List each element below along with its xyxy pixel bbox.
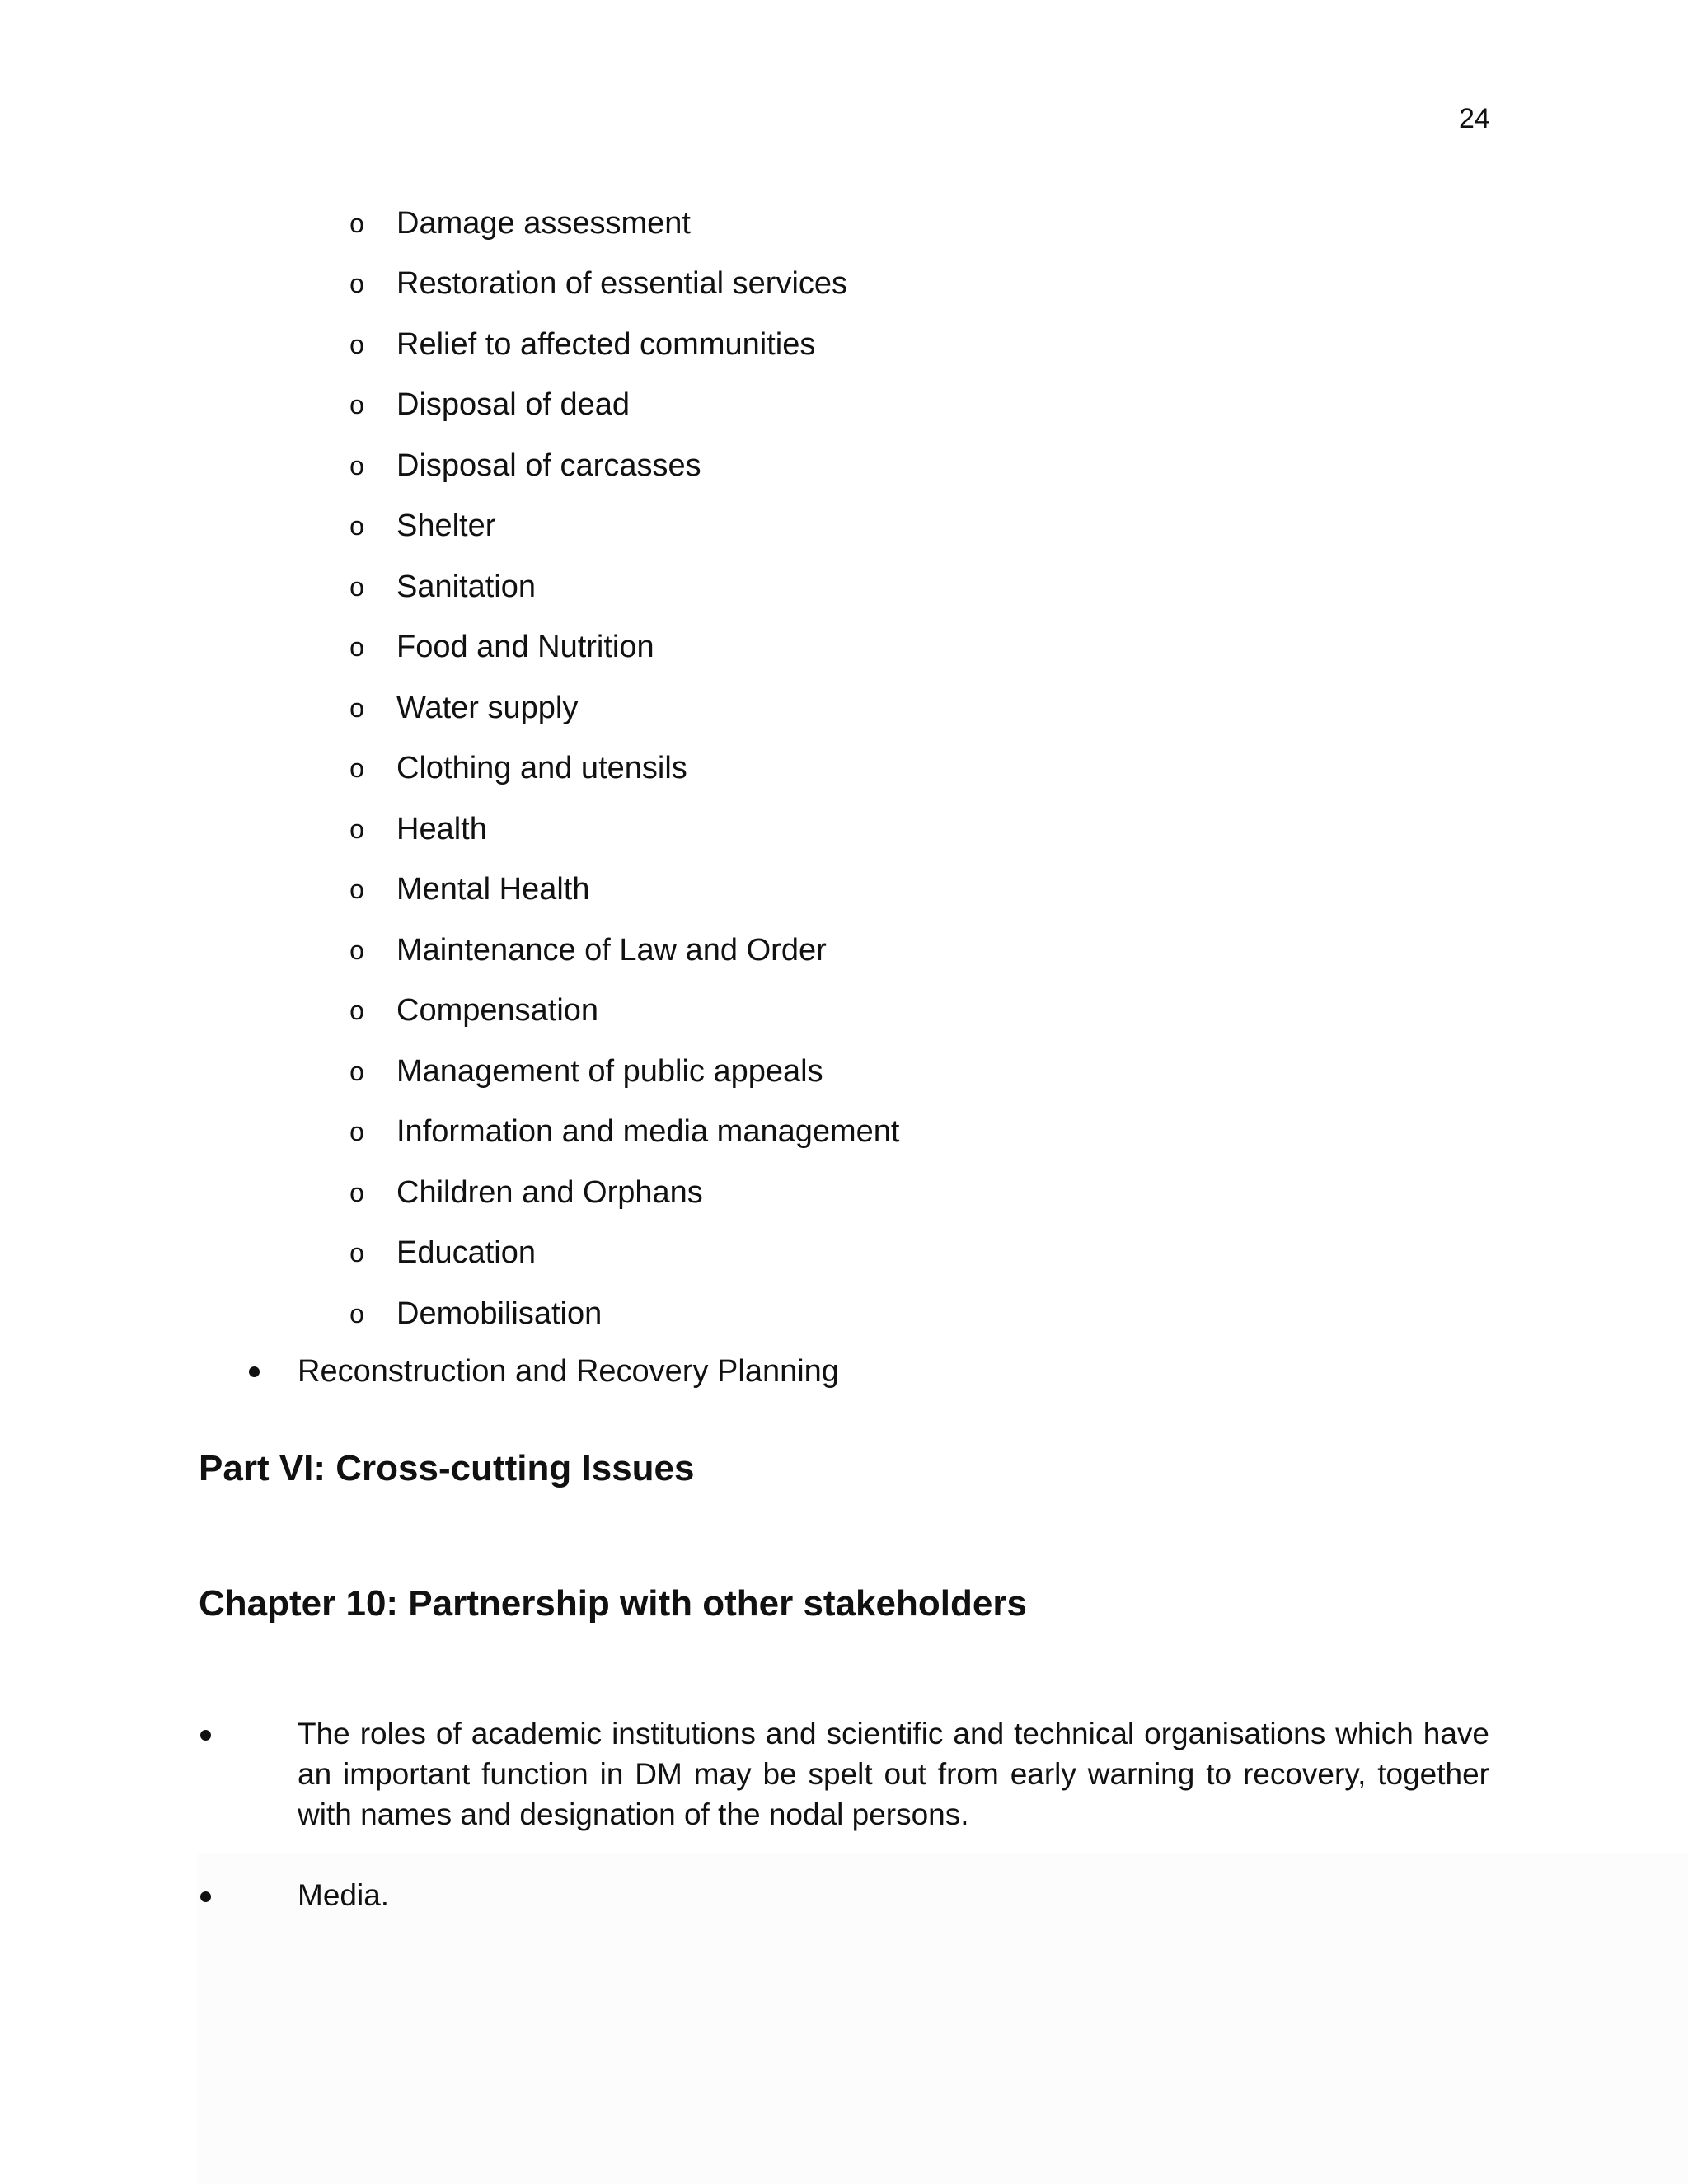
list-item-text: Mental Health (396, 872, 590, 907)
list-item-text: Management of public appeals (396, 1053, 823, 1089)
bullet-icon (249, 1366, 260, 1377)
chapter-heading: Chapter 10: Partnership with other stakeholders (199, 1583, 1027, 1624)
hollow-bullet-icon: o (349, 813, 364, 844)
paragraph-text: The roles of academic institutions and scientific and technical organisations which have an important function in DM may be spelt out from early warning to recovery, together with names and designation of the nodal persons. (298, 1717, 1489, 1831)
hollow-bullet-icon: o (349, 269, 364, 299)
list-item-text: Clothing and utensils (396, 751, 687, 786)
hollow-bullet-icon: o (349, 511, 364, 541)
list-item-text: Information and media management (396, 1114, 900, 1150)
list-item-text: Demobilisation (396, 1296, 603, 1331)
hollow-bullet-icon: o (349, 632, 364, 663)
list-item-text: Disposal of carcasses (396, 448, 701, 483)
hollow-bullet-icon: o (349, 996, 364, 1026)
page-number: 24 (1459, 103, 1490, 134)
list-item-text: Relief to affected communities (396, 326, 816, 362)
hollow-bullet-icon: o (349, 450, 364, 480)
hollow-bullet-icon: o (349, 753, 364, 784)
hollow-bullet-icon: o (349, 208, 364, 238)
hollow-bullet-icon: o (349, 1056, 364, 1086)
hollow-bullet-icon: o (349, 390, 364, 420)
hollow-bullet-icon: o (349, 571, 364, 602)
list-item-text: Education (396, 1235, 537, 1271)
hollow-bullet-icon: o (349, 874, 364, 905)
list-item-text: Water supply (396, 690, 579, 725)
list-item-text: Disposal of dead (396, 387, 631, 423)
list-item-text: Shelter (396, 509, 496, 544)
bullet-icon (200, 1891, 211, 1902)
list-item-text: Children and Orphans (396, 1174, 703, 1210)
paragraph-text: Media. (298, 1878, 390, 1912)
list-item-text: Maintenance of Law and Order (396, 932, 827, 968)
bullet-icon (200, 1730, 211, 1741)
hollow-bullet-icon: o (349, 1177, 364, 1207)
list-item-text: Health (396, 811, 487, 846)
hollow-bullet-icon: o (349, 1298, 364, 1329)
hollow-bullet-icon: o (349, 1238, 364, 1268)
hollow-bullet-icon: o (349, 935, 364, 965)
list-item-text: Reconstruction and Recovery Planning (298, 1354, 839, 1389)
hollow-bullet-icon: o (349, 692, 364, 723)
hollow-bullet-icon: o (349, 329, 364, 359)
list-item-text: Sanitation (396, 569, 537, 604)
hollow-bullet-icon: o (349, 1117, 364, 1147)
list-item-text: Restoration of essential services (396, 266, 848, 302)
list-item-text: Compensation (396, 993, 599, 1029)
list-item-text: Food and Nutrition (396, 630, 654, 665)
list-item-reconstruction (0, 1352, 1688, 1391)
list-item-text: Damage assessment (396, 205, 691, 241)
part-heading: Part VI: Cross-cutting Issues (199, 1448, 695, 1488)
